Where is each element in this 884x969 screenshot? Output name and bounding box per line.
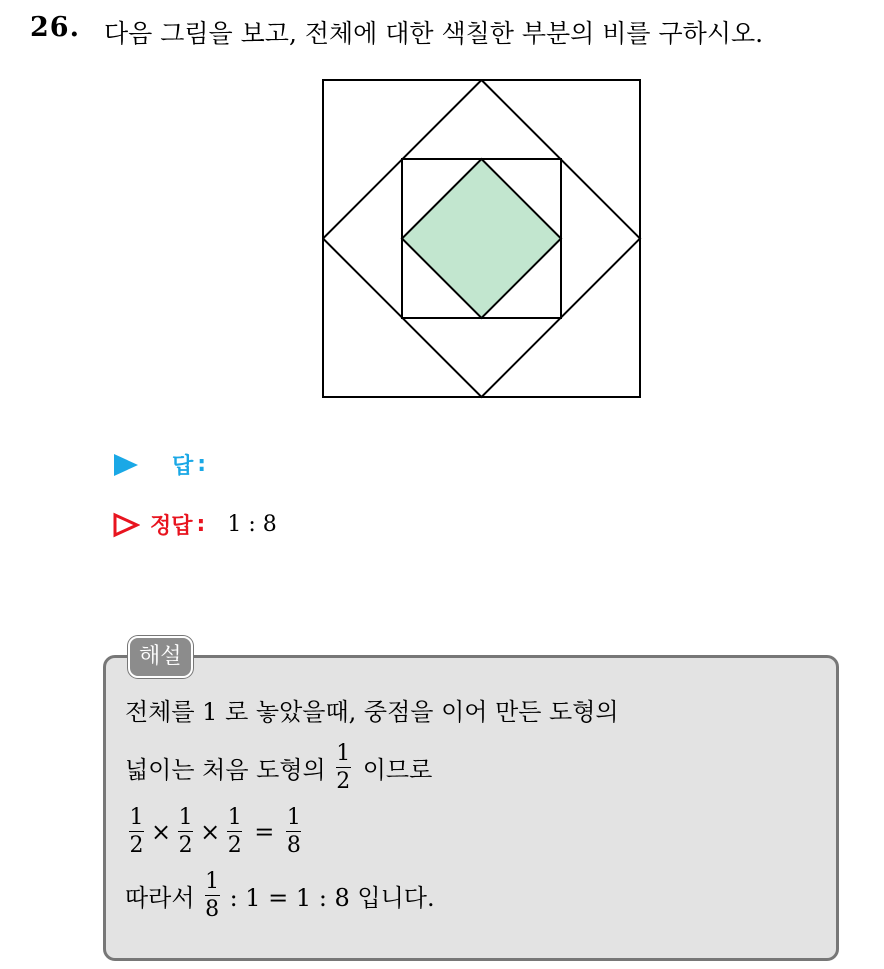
fraction-half-2 [178, 806, 193, 857]
fraction-half-1 [129, 806, 144, 857]
fraction-denominator: 2 [336, 769, 351, 795]
shaded-diamond [402, 159, 561, 318]
nested-squares-figure [322, 79, 642, 399]
fraction-denominator: 8 [286, 833, 301, 859]
outline-triangle-icon [112, 512, 140, 538]
fraction-eighth [205, 870, 220, 921]
explanation-tab: 해설 [128, 636, 193, 678]
explanation-line-2 [125, 742, 432, 793]
correct-answer-label: 정답 [150, 514, 193, 539]
answer-row [112, 449, 206, 480]
correct-answer-colon: : [196, 512, 206, 537]
line2-text-before: 넓이는 처음 도형의 [125, 756, 326, 785]
equals-sign: = [254, 817, 275, 846]
fraction-half-3 [227, 806, 242, 857]
fraction-numerator: 1 [227, 805, 242, 830]
answer-colon: : [197, 452, 207, 477]
correct-answer-row [112, 509, 277, 540]
explanation-line-3 [125, 806, 305, 857]
fraction-denominator: 2 [178, 833, 193, 859]
fraction-numerator: 1 [336, 741, 351, 766]
correct-answer-value: 1 : 8 [227, 512, 277, 537]
line2-text-after: 이므로 [362, 756, 433, 785]
times-sign: × [151, 817, 172, 846]
fraction-denominator: 2 [227, 833, 242, 859]
line4-text-before: 따라서 [125, 884, 195, 913]
answer-label: 답 [172, 454, 194, 479]
fraction-half [336, 742, 351, 793]
explanation-line-4 [125, 870, 435, 921]
question-number: 26. [30, 12, 80, 43]
fraction-numerator: 1 [129, 805, 144, 830]
times-sign: × [200, 817, 221, 846]
question-text: 다음 그림을 보고, 전체에 대한 색칠한 부분의 비를 구하시오. [104, 19, 764, 48]
fraction-denominator: 8 [205, 897, 220, 923]
fraction-numerator: 1 [178, 805, 193, 830]
fraction-numerator: 1 [286, 805, 301, 830]
solid-triangle-icon [112, 452, 140, 478]
explanation-line-1: 전체를 1 로 놓았을때, 중점을 이어 만든 도형의 [125, 698, 619, 726]
fraction-eighth [286, 806, 301, 857]
fraction-numerator: 1 [205, 869, 220, 894]
line4-text-after: : 1 = 1 : 8 입니다. [229, 884, 435, 913]
fraction-denominator: 2 [129, 833, 144, 859]
